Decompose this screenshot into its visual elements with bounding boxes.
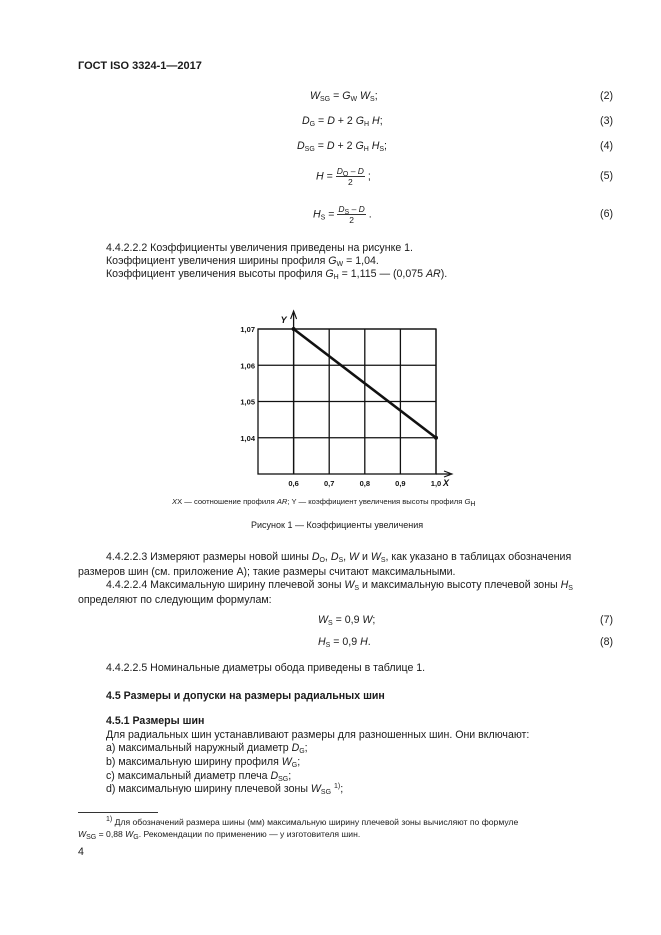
series-point	[292, 327, 296, 331]
equation-5: H = $\frac{D_O - D}{2}$ ; (5)	[316, 166, 613, 187]
equation-number: (3)	[600, 115, 613, 127]
paragraph-4-4-2-2-5: 4.4.2.2.5 Номинальные диаметры обода приведены в таблице 1.	[106, 662, 426, 674]
section-heading-4-5: 4.5 Размеры и допуски на размеры радиальных шин	[106, 690, 385, 702]
paragraph-4-4-2-2-2: 4.4.2.2.2 Коэффициенты увеличения приведены на рисунке 1.	[106, 242, 413, 254]
y-axis-label: Y	[280, 315, 287, 325]
list-item-b: b) максимальную ширину профиля $W_G$;	[106, 756, 301, 769]
x-tick-label: 0,6	[288, 479, 299, 488]
equation-number: (5)	[600, 170, 613, 182]
equation-2: $W_{SG} = G_W$ $W_S$; (2)	[310, 90, 613, 103]
section-heading-4-5-1: 4.5.1 Размеры шин	[106, 715, 205, 727]
x-tick-label: 0,9	[395, 479, 406, 488]
x-tick-label: 1,0	[430, 479, 442, 488]
page-number: 4	[78, 846, 84, 858]
figure-1-chart	[220, 305, 470, 490]
equation-number: (8)	[600, 636, 613, 648]
equation-8: $H_S = 0,9$ H. (8)	[318, 636, 613, 649]
equation-7: $W_S = 0,9$ W; (7)	[318, 614, 613, 627]
y-tick-label: 1,04	[240, 433, 255, 443]
equation-number: (6)	[600, 208, 613, 220]
x-tick-label: 0,8	[359, 479, 371, 488]
x-axis-label: X	[442, 478, 450, 488]
paragraph-4-4-2-2-4: 4.4.2.2.4 Максимальную ширину плечевой зоны $W_S$ и максимальную высоту плечевой зоны $H_S$ определяют по следующим формулам:	[78, 579, 573, 606]
figure-caption: Рисунок 1 — Коэффициенты увеличения	[251, 520, 424, 530]
series-point	[434, 436, 438, 440]
figure-legend: XX — соотношение профиля AR; Y — коэффициент увеличения высоты профиля $G_H$	[172, 497, 476, 508]
y-tick-label: 1,07	[240, 325, 255, 334]
paragraph-4-4-2-2-3: 4.4.2.2.3 Измеряют размеры новой шины $D_O$, $D_S$, W и $W_S$, как указано в таблицах обозначения размеров шин (см. приложение А); такие размеры считают максимальными.	[78, 551, 572, 578]
paragraph-gw: Коэффициент увеличения ширины профиля $G_W = 1,04$.	[106, 255, 379, 268]
x-tick-label: 0,7	[323, 479, 335, 488]
list-item-d: d) максимальную ширину плечевой зоны $W_{SG}$ $^{1)}$;	[106, 783, 344, 796]
list-item-a: а) максимальный наружный диаметр $D_G$;	[106, 742, 308, 755]
list-item-c: c) максимальный диаметр плеча $D_{SG}$;	[106, 770, 292, 783]
intro-paragraph: Для радиальных шин устанавливают размеры для разношенных шин. Они включают:	[106, 729, 530, 741]
footnote: $^{1)}$ Для обозначений размера шины (мм) максимальную ширину плечевой зоны вычисляют по формуле $W_{SG} = 0,88$ $W_G$. Рекомендации по применению — у изготовителя шин.	[78, 816, 519, 841]
document-header: ГОСТ ISO 3324-1—2017	[78, 60, 202, 72]
y-tick-label: 1,06	[240, 361, 255, 371]
paragraph-gh: Коэффициент увеличения высоты профиля $G_H = 1,115$ — (0,075 AR).	[106, 268, 448, 281]
y-tick-label: 1,05	[240, 397, 255, 407]
equation-4: $D_{SG} = D + 2$ $G_H$ $H_S$; (4)	[297, 140, 613, 153]
equation-number: (4)	[600, 140, 613, 152]
equation-3: $D_G = D + 2$ $G_H$ H; (3)	[302, 115, 613, 128]
footnote-divider	[78, 812, 158, 813]
equation-6: $H_S$ = $\frac{D_S - D}{2}$ . (6)	[313, 204, 613, 225]
equation-number: (2)	[600, 90, 613, 102]
equation-number: (7)	[600, 614, 613, 626]
